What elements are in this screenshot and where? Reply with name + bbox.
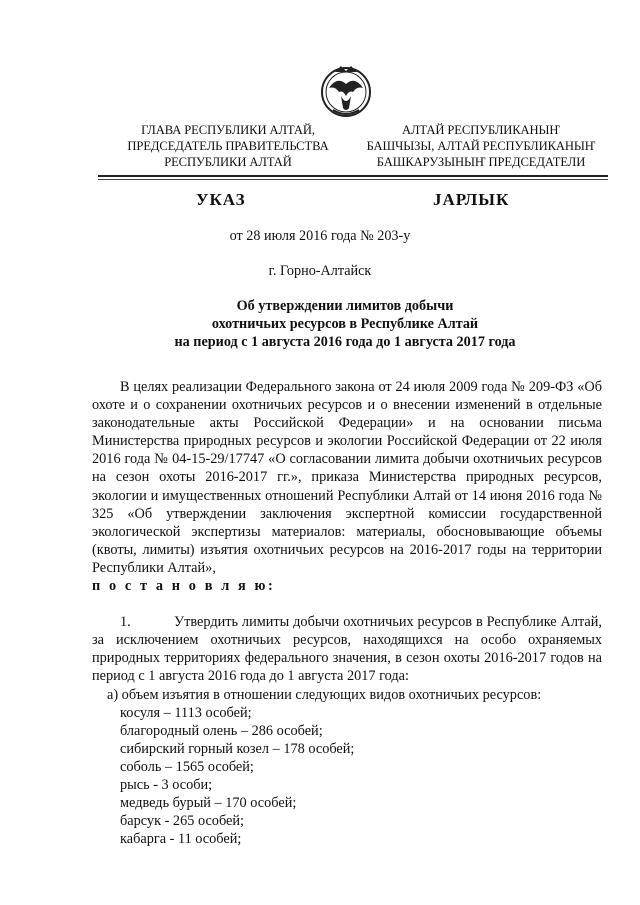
- header-left-line: РЕСПУБЛИКИ АЛТАЙ: [164, 155, 292, 169]
- header-left-authority: [118, 122, 338, 170]
- title-line: охотничьих ресурсов в Республике Алтай: [211, 316, 479, 332]
- list-item: сибирский горный козел – 178 особей;: [120, 740, 355, 757]
- decree-word: п о с т а н о в л я ю:: [92, 578, 276, 595]
- title-line: Об утверждении лимитов добычи: [236, 298, 454, 314]
- document-city: г. Горно-Алтайск: [268, 263, 372, 279]
- preamble-text: В целях реализации Федерального закона от 24 июля 2009 года № 209-ФЗ «Об охоте и о сохранении охотничьих ресурсов и о внесении изменений в отдельные законодательные акты Российской Федерации» и на основании письма Министерства природных ресурсов и экологии Российской Федерации от 22 июля 2016 года № 04-15-29/17747 «О согласовании лимита добычи охотничьих ресурсов на сезон охоты 2016-2017 гг.», приказа Министерства природных ресурсов, экологии и имущественных отношений Республики Алтай от 14 июня 2016 года № 325 «Об утверждении заключения экспертной комиссии государственной экологической экспертизы материалов: материалы, обосновывающие объемы (квоты, лимиты) изъятия охотничьих ресурсов на 2016-2017 годы на территории Республики Алтай»,: [92, 379, 602, 576]
- header-divider-thin: [98, 179, 608, 180]
- list-item: благородный олень – 286 особей;: [120, 722, 323, 739]
- document-body: [92, 378, 602, 848]
- header-right-line: АЛТАЙ РЕСПУБЛИКАНЫҤ: [401, 123, 561, 137]
- list-item: кабарга - 11 особей;: [120, 831, 242, 848]
- point-1-text: Утвердить лимиты добычи охотничьих ресурсов в Республике Алтай, за исключением охотничьих ресурсов, находящихся на особо охраняемых природных территориях федерального значения, в сезон охоты 2016-2017 годов на период с 1 августа 2016 года до 1 августа 2017 года:: [92, 614, 602, 685]
- list-item: медведь бурый – 170 особей;: [120, 795, 297, 812]
- header-left-line: ПРЕДСЕДАТЕЛЬ ПРАВИТЕЛЬСТВА: [127, 139, 329, 153]
- header-right-line: БАШЧЫЗЫ, АЛТАЙ РЕСПУБЛИКАНЫҤ: [366, 139, 596, 153]
- list-item: барсук - 265 особей;: [120, 813, 245, 830]
- species-list: [92, 704, 602, 849]
- list-item: соболь – 1565 особей;: [120, 758, 254, 775]
- header-divider-thick: [98, 175, 608, 177]
- point-1-number: 1.: [120, 614, 131, 631]
- document-kind-altai: ЈАРЛЫК: [433, 190, 510, 209]
- document-date-number: от 28 июля 2016 года № 203-у: [229, 228, 411, 244]
- header-left-line: ГЛАВА РЕСПУБЛИКИ АЛТАЙ,: [141, 123, 315, 137]
- document-title: [120, 297, 570, 351]
- document-kind-russian: УКАЗ: [196, 190, 246, 209]
- coat-of-arms-emblem-icon: [319, 62, 373, 124]
- header-right-line: БАШКАРУЗЫНЫҤ ПРЕДСЕДАТЕЛИ: [376, 155, 586, 169]
- header-right-authority: [356, 122, 606, 170]
- subpoint-a: а) объем изъятия в отношении следующих видов охотничьих ресурсов:: [107, 686, 542, 703]
- point-1-paragraph: [92, 613, 602, 685]
- list-item: рысь - 3 особи;: [120, 776, 213, 793]
- title-line: на период с 1 августа 2016 года до 1 августа 2017 года: [174, 334, 516, 350]
- list-item: косуля – 1113 особей;: [120, 704, 252, 721]
- preamble-paragraph: [92, 378, 602, 595]
